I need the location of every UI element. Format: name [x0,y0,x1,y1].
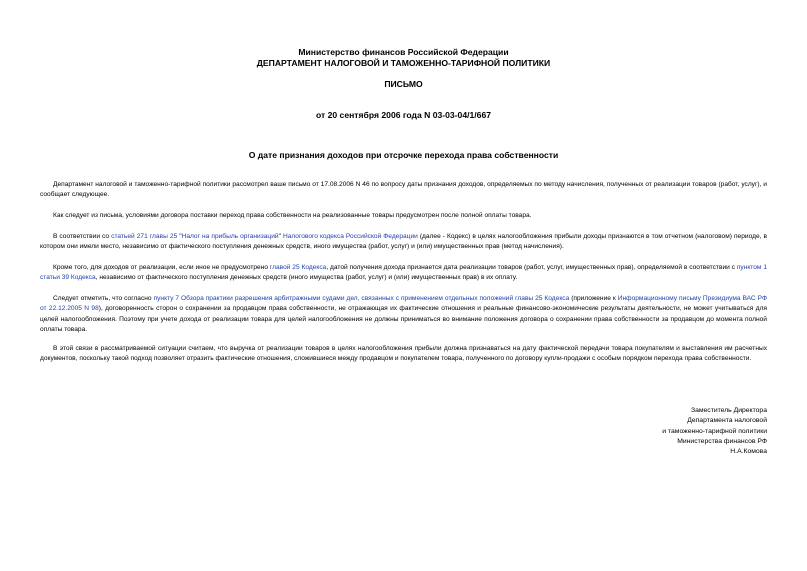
paragraph-3-text-4: (далее - Кодекс) в целях налогообложения прибыли доходы признаются в том отчетном (налоговом) периоде, в котором они имели место, независимо от фактического поступления денежных средств, иного имущества (работ, услуг) и (или) имущественных прав (метод начисления). [40,233,767,251]
document-date-number: от 20 сентября 2006 года N 03-03-04/1/667 [315,110,491,120]
signature-line-position: Заместитель Директора [690,407,767,414]
paragraph-2: Как следует из письма, условиями договора поставки переход права собственности на реализованные товары предусмотрен после полной оплаты товара. [53,212,532,219]
paragraph-6: В этой связи в рассматриваемой ситуации считаем, что выручка от реализации товаров в целях налогообложения прибыли должна признаваться на дату фактической передачи товара покупателям и выставления им расчетных документов, поскольку такой подход позволяет отразить фактические отношения, сложившиеся между продавцом и покупателем товара, полученного по договору купли-продажи с особым порядком перехода права собственности. [40,345,767,363]
paragraph-5-text-3: ), договоренность сторон о сохранении за продавцом права собственности, не отражающая их фактические отношения и реальные финансово-экономические результаты деятельности, не может учитываться для целей налогообложения. Поэтому при учете дохода от реализации товара для целей налогообложения не должны приниматься во внимание положения договора о сохранении права собственности за продавцом до момента полной оплаты товара. [40,305,768,334]
department-name: ДЕПАРТАМЕНТ НАЛОГОВОЙ И ТАМОЖЕННО-ТАРИФНОЙ ПОЛИТИКИ [256,58,551,68]
link-profit-tax[interactable]: Налог на прибыль организаций [181,233,279,240]
ministry-name: Министерство финансов Российской Федерации [298,47,509,57]
signature-line-name: Н.А.Комова [730,448,767,456]
paragraph-5-text-1: Следует отметить, что согласно [53,295,154,302]
link-chapter-25[interactable]: главой 25 Кодекса [269,264,327,271]
paragraph-4-text-1: Кроме того, для доходов от реализации, если иное не предусмотрено [53,264,270,271]
paragraph-3-text-2: " [177,233,182,240]
paragraph-5-text-2: (приложение к [569,295,618,302]
link-info-letter-vas[interactable]: Информационному письму Президиума ВАС РФ от 22.12.2005 N 98 [40,295,767,313]
link-article-271[interactable]: статьей 271 главы 25 [111,233,178,240]
paragraph-3-text-1: В соответствии со [53,233,112,240]
document-title: О дате признания доходов при отсрочке перехода права собственности [248,150,559,160]
paragraph-4 [40,263,767,284]
paragraph-4-text-3: , независимо от фактического поступления денежных средств (иного имущества (работ, услуг) и (или) имущественных прав) в их оплату. [95,274,518,282]
signature-block [662,406,767,457]
signature-line-ministry: Министерства финансов РФ [677,437,767,445]
paragraph-1: Департамент налоговой и таможенно-тарифной политики рассмотрел ваше письмо от 17.08.2006 N 46 по вопросу даты признания доходов, определяемых по методу начисления, полученных от реализации товаров (работ, услуг), и сообщает следующее. [40,181,767,199]
signature-line-department-cont: и таможенно-тарифной политики [662,427,767,435]
link-review-item-7[interactable]: пункту 7 Обзора практики разрешения арбитражными судами дел, связанных с применением отдельных положений главы 25 Кодекса [153,295,570,302]
signature-line-department: Департамента налоговой [687,417,767,425]
paragraph-3 [40,232,767,253]
paragraph-3-text-3: " [278,233,283,240]
paragraph-5 [40,294,767,336]
link-tax-code[interactable]: Налогового кодекса Российской Федерации [282,233,418,240]
document-type: ПИСЬМО [384,79,423,89]
paragraph-4-text-2: , датой получения дохода признается дата реализации товаров (работ, услуг, имущественных прав), определяемой в соответствии с [326,264,737,271]
link-article-39[interactable]: пунктом 1 статьи 39 Кодекса [40,264,767,282]
